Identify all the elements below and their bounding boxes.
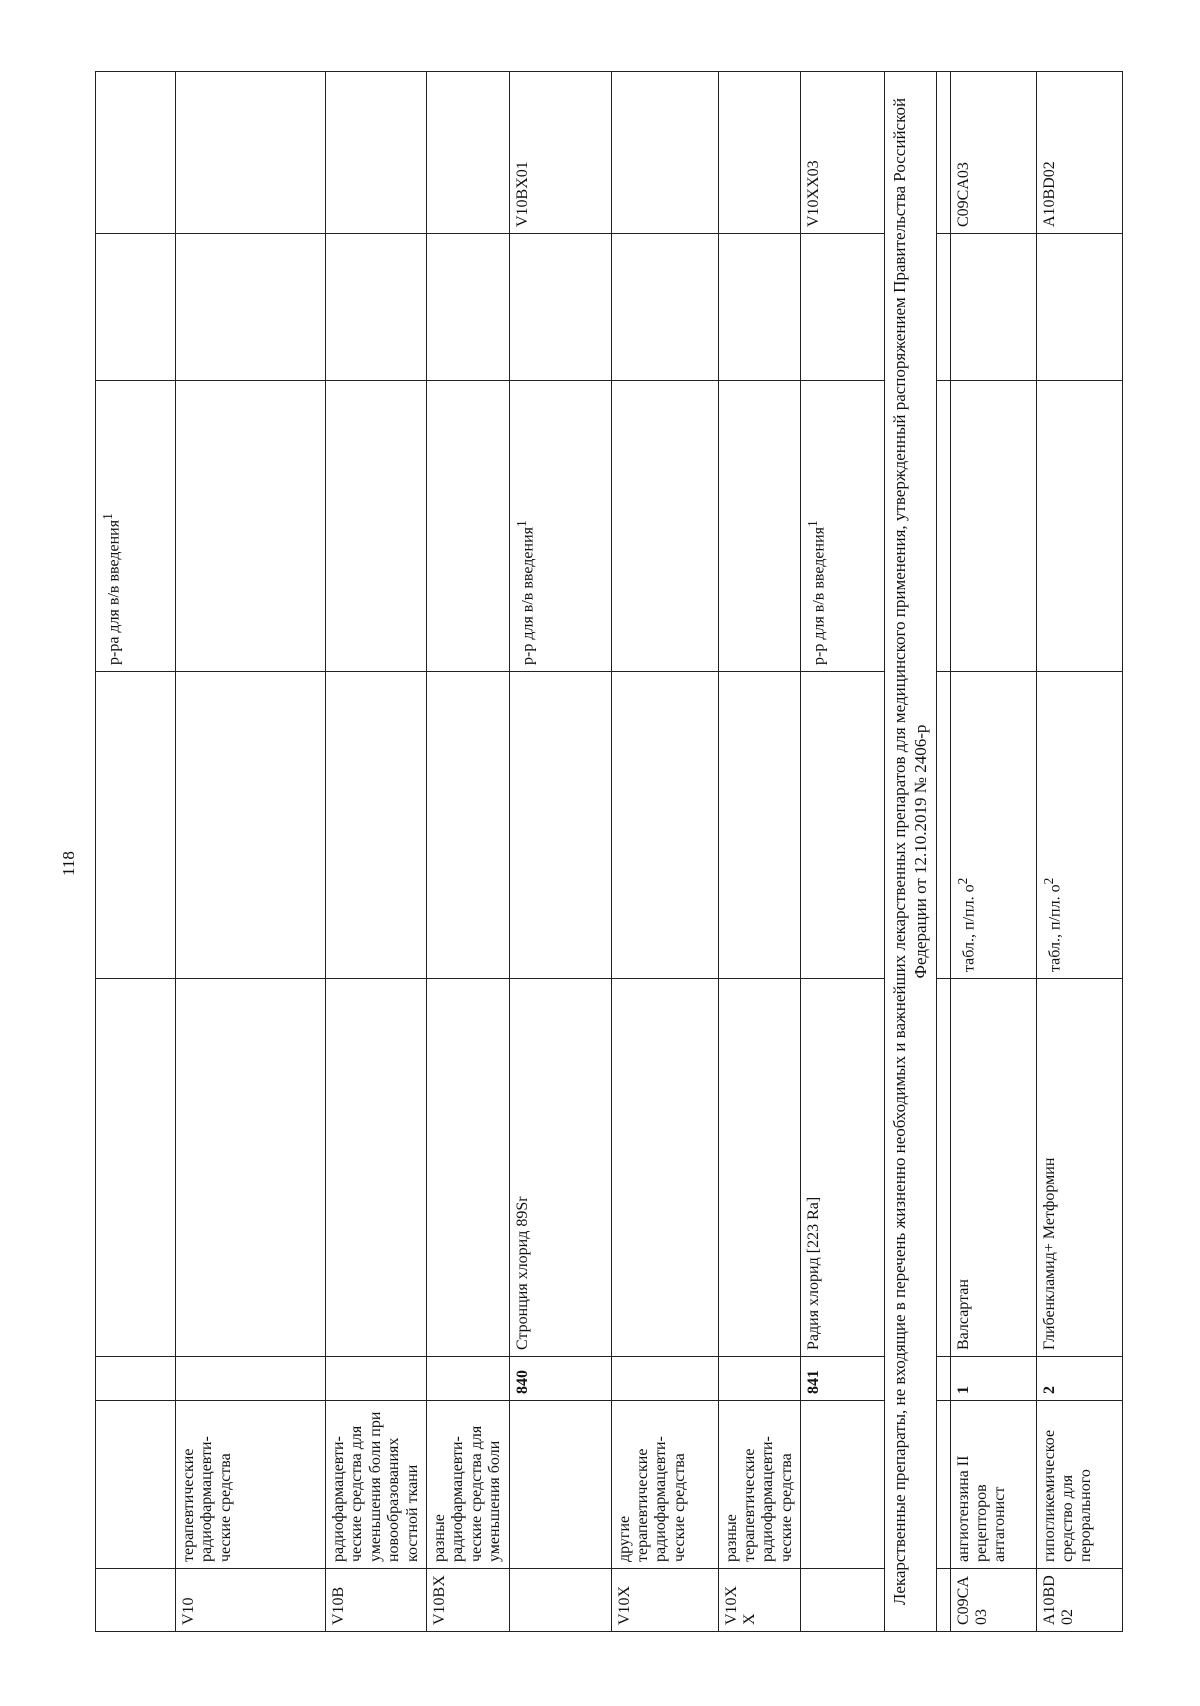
form2-text: р-р для в/в введения (810, 527, 828, 665)
medicines-table (95, 71, 1123, 1632)
group-cell: гипогликемическое средство для перорального (1036, 1401, 1122, 1569)
number-cell: 840 (509, 1357, 611, 1401)
group-cell: радиофармацевти-ческие средства для уменьшения боли при новообразованиях костной ткани (326, 1401, 427, 1569)
col6-cell (96, 234, 176, 381)
form-cell (509, 672, 611, 979)
atc-code-cell (426, 72, 509, 234)
table-row (96, 72, 176, 1632)
form2-cell (96, 381, 176, 672)
section-note: Лекарственные препараты, не входящие в перечень жизненно необходимых и важнейших лекарственных препаратов для медицинского применения, утвержденный распоряжением Правительства Российской Федерации от 12.10.2019 № 2406-р (885, 72, 937, 1632)
code-cell: V10BX (426, 1569, 509, 1632)
col6-cell (326, 234, 427, 381)
code-cell: A10BD02 (1036, 1569, 1122, 1632)
number-cell (96, 1357, 176, 1401)
form-cell (950, 672, 1036, 979)
table-row (950, 72, 1036, 1632)
form2-text: р-ра для в/в введения (105, 519, 123, 665)
code-cell: C09CA03 (950, 1569, 1036, 1632)
code-cell: V10X (611, 1569, 718, 1632)
footnote-mark: 2 (1040, 877, 1056, 885)
col6-cell (801, 234, 885, 381)
table-row (426, 72, 509, 1632)
number-cell (326, 1357, 427, 1401)
atc-code-cell (176, 72, 326, 234)
number-cell (718, 1357, 801, 1401)
form-text: табл., п/пл. о (959, 884, 977, 972)
form-text: табл., п/пл. о (1045, 884, 1063, 972)
group-cell: другие терапевтические радиофармацевти-ческие средства (611, 1401, 718, 1569)
name-cell (326, 979, 427, 1357)
code-cell (801, 1569, 885, 1632)
col6-cell (1036, 234, 1122, 381)
col6-cell (611, 234, 718, 381)
form-cell (176, 672, 326, 979)
code-cell: V10XX (718, 1569, 801, 1632)
name-cell (611, 979, 718, 1357)
name-cell (176, 979, 326, 1357)
number-cell: 1 (950, 1357, 1036, 1401)
number-cell: 2 (1036, 1357, 1122, 1401)
form2-text: р-р для в/в введения (518, 527, 536, 665)
footnote-mark: 1 (513, 520, 529, 527)
group-cell: разные терапевтические радиофармацевти-ческие средства (718, 1401, 801, 1569)
col6-cell (426, 234, 509, 381)
code-cell (96, 1569, 176, 1632)
group-cell (96, 1401, 176, 1569)
form-cell (96, 672, 176, 979)
group-cell (509, 1401, 611, 1569)
col6-cell (509, 234, 611, 381)
footnote-mark: 1 (805, 520, 821, 527)
name-cell: Стронция хлорид 89Sr (509, 979, 611, 1357)
name-cell (718, 979, 801, 1357)
number-cell (426, 1357, 509, 1401)
table-row (1036, 72, 1122, 1632)
form-cell (801, 672, 885, 979)
atc-code-cell: V10BX01 (509, 72, 611, 234)
col6-cell (718, 234, 801, 381)
number-cell (176, 1357, 326, 1401)
form2-cell (176, 381, 326, 672)
group-cell: ангиотензина II рецепторов антагонист (950, 1401, 1036, 1569)
form2-cell (509, 381, 611, 672)
number-cell (611, 1357, 718, 1401)
spacer-row (936, 72, 950, 1632)
form-cell (426, 672, 509, 979)
rotated-document-sheet (95, 72, 1095, 1632)
atc-code-cell (326, 72, 427, 234)
atc-code-cell (96, 72, 176, 234)
form-cell (1036, 672, 1122, 979)
form2-cell (950, 381, 1036, 672)
group-cell (801, 1401, 885, 1569)
table-row (801, 72, 885, 1632)
name-cell (96, 979, 176, 1357)
page-number: 118 (58, 851, 78, 876)
col6-cell (176, 234, 326, 381)
name-cell: Глибенкламид+ Метформин (1036, 979, 1122, 1357)
name-cell: Радия хлорид [223 Ra] (801, 979, 885, 1357)
group-cell: терапевтические радиофармацевти-ческие средства (176, 1401, 326, 1569)
table-row (611, 72, 718, 1632)
table-row (326, 72, 427, 1632)
form-cell (718, 672, 801, 979)
form2-cell (426, 381, 509, 672)
number-cell: 841 (801, 1357, 885, 1401)
table-row (509, 72, 611, 1632)
form2-cell (326, 381, 427, 672)
code-cell (509, 1569, 611, 1632)
form2-cell (801, 381, 885, 672)
footnote-mark: 1 (100, 513, 115, 520)
form-cell (326, 672, 427, 979)
table-row (718, 72, 801, 1632)
form2-cell (611, 381, 718, 672)
form2-cell (1036, 381, 1122, 672)
name-cell (426, 979, 509, 1357)
code-cell: V10 (176, 1569, 326, 1632)
atc-code-cell (718, 72, 801, 234)
col6-cell (950, 234, 1036, 381)
group-cell: разные радиофармацевти-ческие средства для уменьшения боли (426, 1401, 509, 1569)
code-cell: V10B (326, 1569, 427, 1632)
atc-code-cell (611, 72, 718, 234)
table-row (176, 72, 326, 1632)
atc-code-cell: C09CA03 (950, 72, 1036, 234)
form2-cell (718, 381, 801, 672)
form-cell (611, 672, 718, 979)
name-cell: Валсартан (950, 979, 1036, 1357)
footnote-mark: 2 (954, 877, 970, 885)
atc-code-cell: A10BD02 (1036, 72, 1122, 234)
section-note-row (885, 72, 937, 1632)
atc-code-cell: V10XX03 (801, 72, 885, 234)
